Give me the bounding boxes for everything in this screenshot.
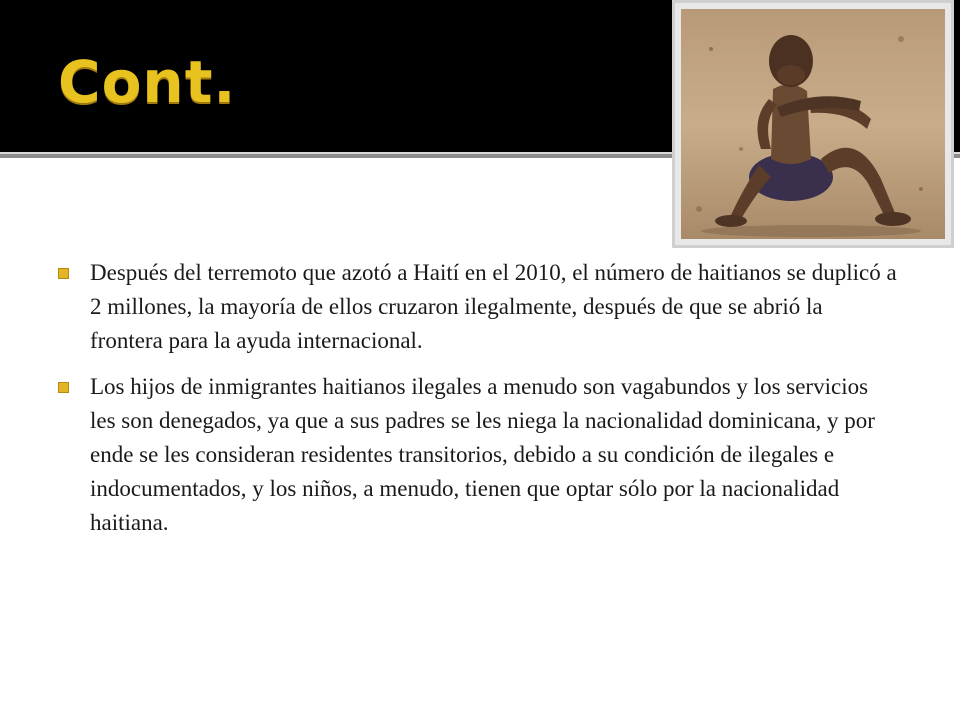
bullet-square-icon bbox=[58, 382, 69, 393]
bullet-square-icon bbox=[58, 268, 69, 279]
photo-child-sitting bbox=[681, 9, 945, 239]
bullet-text: Los hijos de inmigrantes haitianos ilegales a menudo son vagabundos y los servicios les son denegados, ya que a sus padres se les niega la nacionalidad dominicana, y por ende se les consideran residentes transitorios, debido a su condición de ilegales e indocumentados, y los niños, a menudo, tienen que optar sólo por la nacionalidad haitiana. bbox=[90, 374, 875, 535]
bullet-text: Después del terremoto que azotó a Haití en el 2010, el número de haitianos se duplicó a 2 millones, la mayoría de ellos cruzaron ilegalmente, después de que se abrió la frontera para la ayuda internacional. bbox=[90, 260, 897, 353]
bullet-item bbox=[58, 256, 898, 358]
bullet-list bbox=[58, 256, 898, 552]
slide-title: Cont. bbox=[58, 48, 237, 116]
photo-frame bbox=[672, 0, 954, 248]
bullet-item bbox=[58, 370, 898, 540]
